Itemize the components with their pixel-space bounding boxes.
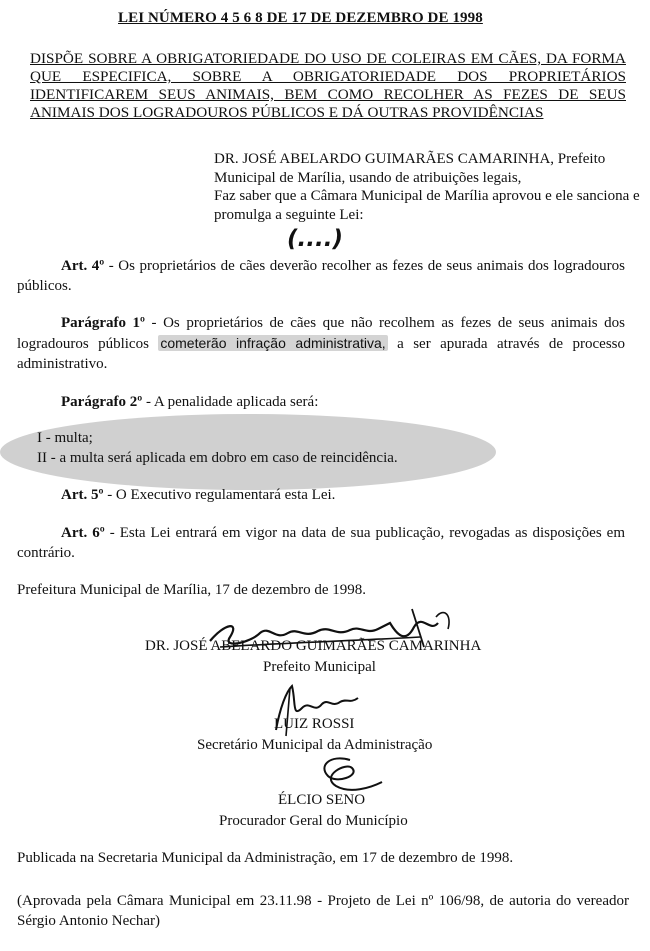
approval-note: (Aprovada pela Câmara Municipal em 23.11.98 - Projeto de Lei nº 106/98, de autoria do vereador Sérgio Antonio Nechar) <box>17 893 629 929</box>
penalty-item: II - a multa será aplicada em dobro em caso de reincidência. <box>37 450 398 466</box>
article-6 <box>17 523 625 563</box>
paragraph-1 <box>17 313 625 374</box>
mayor-name: DR. JOSÉ ABELARDO GUIMARÃES CAMARINHA, <box>214 151 555 167</box>
signature-attorney <box>300 752 390 797</box>
law-title: LEI NÚMERO 4 5 6 8 DE 17 DE DEZEMBRO DE 1998 <box>118 10 483 26</box>
enactment-preamble <box>214 150 644 224</box>
paragraph-2-text: - A penalidade aplicada será: <box>142 394 319 410</box>
law-summary: DISPÕE SOBRE A OBRIGATORIEDADE DO USO DE COLEIRAS EM CÃES, DA FORMA QUE ESPECIFICA, SOBRE A OBRIGATORIEDADE DOS PROPRIETÁRIOS IDENTIFICAREM SEUS ANIMAIS, BEM COMO RECOLHER AS FEZES DE SEUS ANIMAIS DOS LOGRADOUROS PÚBLICOS E DÁ OUTRAS PROVIDÊNCIAS <box>30 50 626 121</box>
article-4 <box>17 256 625 296</box>
article-6-text: - Esta Lei entrará em vigor na data de sua publicação, revogadas as disposições em contrário. <box>17 525 626 561</box>
paragraph-1-text-end: a ser apurada através de processo administrativo. <box>17 336 625 372</box>
article-5 <box>17 485 625 505</box>
enactment-formula: Faz saber que a Câmara Municipal de Marília aprovou e ele sanciona e promulga a seguinte Lei: <box>214 188 640 223</box>
closing-place-date: Prefeitura Municipal de Marília, 17 de dezembro de 1998. <box>17 582 367 598</box>
omission-marker: (....) <box>287 226 343 252</box>
paragraph-1-text: - Os proprietários de cães que não recolhem as fezes de seus animais dos logradouros públicos <box>17 315 625 352</box>
mayor-description: Prefeito Municipal de Marília, usando de atribuições legais, <box>214 151 606 186</box>
signatory-role: Prefeito Municipal <box>263 659 376 675</box>
paragraph-2 <box>17 392 625 412</box>
signatory-name: ÉLCIO SENO <box>278 792 366 808</box>
article-4-label: Art. 4º <box>61 258 105 274</box>
highlighted-phrase: cometerão infração administrativa, <box>160 335 386 351</box>
paragraph-1-label: Parágrafo 1º <box>61 315 145 331</box>
article-5-text: - O Executivo regulamentará esta Lei. <box>103 487 336 503</box>
penalty-item: I - multa; <box>37 430 93 446</box>
paragraph-2-label: Parágrafo 2º <box>61 394 143 410</box>
publication-note: Publicada na Secretaria Municipal da Administração, em 17 de dezembro de 1998. <box>17 850 514 866</box>
signatory-role: Procurador Geral do Município <box>219 813 408 829</box>
article-6-label: Art. 6º <box>61 525 105 541</box>
signatory-name: DR. JOSÉ ABELARDO GUIMARÃES CAMARINHA <box>145 638 482 654</box>
signatory-role: Secretário Municipal da Administração <box>197 737 433 753</box>
article-4-text: - Os proprietários de cães deverão recolher as fezes de seus animais dos logradouros públicos. <box>17 258 626 294</box>
signatory-name: LUIZ ROSSI <box>274 716 355 732</box>
article-5-label: Art. 5º <box>61 487 104 503</box>
